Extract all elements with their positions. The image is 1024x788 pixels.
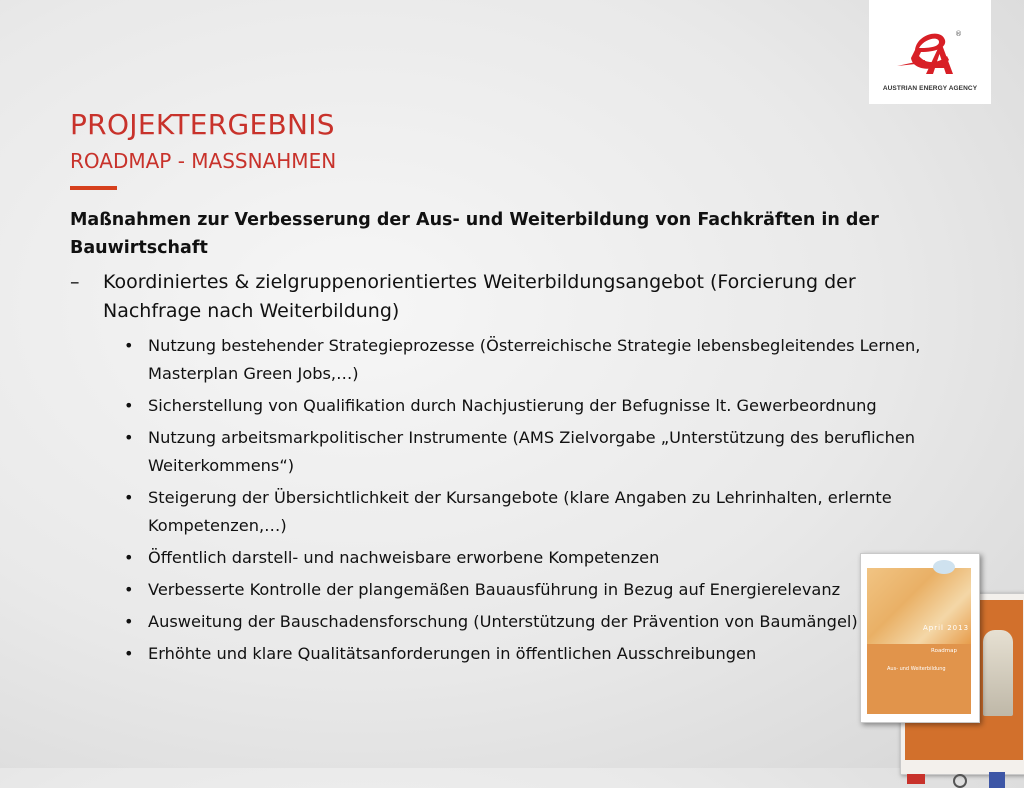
list-item: [70, 640, 928, 668]
bullet: •: [124, 428, 134, 447]
eu-flag-icon: [989, 772, 1005, 788]
title-divider: [70, 186, 117, 190]
bullet: •: [124, 612, 134, 631]
cover-band: [867, 644, 971, 714]
cover-label: Roadmap: [931, 648, 958, 654]
list-item: [70, 392, 928, 420]
partner-logo-icon: [907, 774, 925, 784]
bullet: •: [124, 580, 134, 599]
list-item: [70, 608, 868, 636]
section-heading: Maßnahmen zur Verbesserung der Aus- und Weiterbildung von Fachkräften in der Bauwirtschaft: [70, 210, 879, 258]
list-item: [70, 544, 928, 572]
cover-date: April 2013: [923, 624, 970, 632]
main-item-text: Koordiniertes & zielgruppenorientiertes Weiterbildungsangebot (Forcierung der Nachfrage nach Weiterbildung): [103, 271, 856, 322]
logo-org-name: AUSTRIAN ENERGY AGENCY: [882, 85, 978, 92]
registered-mark: ®: [955, 30, 962, 38]
slide-content: [70, 206, 920, 672]
dash-bullet: –: [70, 271, 80, 293]
list-item-text: Nutzung arbeitsmarkpolitischer Instrumente (AMS Zielvorgabe „Unterstützung des beruflichen Weiterkommens“): [148, 428, 916, 475]
list-item-text: Ausweitung der Bauschadensforschung (Unterstützung der Prävention von Baumängel): [148, 612, 858, 631]
list-item: [70, 424, 928, 480]
cover-logo-icon: [933, 560, 955, 574]
bullet: •: [124, 396, 134, 415]
cover-photo: [867, 568, 971, 644]
bullet: •: [124, 644, 134, 663]
list-item-text: Verbesserte Kontrolle der plangemäßen Bauausführung in Bezug auf Energierelevanz: [148, 580, 841, 599]
list-item-text: Erhöhte und klare Qualitätsanforderungen in öffentlichen Ausschreibungen: [148, 644, 757, 663]
list-item-text: Nutzung bestehender Strategieprozesse (Österreichische Strategie lebensbegleitendes Lernen, Masterplan Green Jobs,…): [148, 336, 921, 383]
partner-circle-logo-icon: [953, 774, 967, 788]
list-item: [70, 332, 928, 388]
bullet: •: [124, 488, 134, 507]
front-publication-cover: [860, 553, 980, 723]
worker-figure: [983, 630, 1013, 716]
logo: [869, 0, 991, 104]
list-item-text: Öffentlich darstell- und nachweisbare erworbene Kompetenzen: [148, 548, 660, 567]
list-item-text: Sicherstellung von Qualifikation durch Nachjustierung der Befugnisse lt. Gewerbeordnung: [148, 396, 877, 415]
publication-covers-image: [858, 553, 1024, 768]
cover-title: Aus- und Weiterbildung: [887, 666, 946, 672]
list-item: [70, 576, 928, 604]
list-item-text: Steigerung der Übersichtlichkeit der Kursangebote (klare Angaben zu Lehrinhalten, erlernte Kompetenzen,…): [148, 488, 892, 535]
slide-title: PROJEKTERGEBNIS: [70, 108, 335, 141]
sub-list: [70, 332, 920, 668]
bullet: •: [124, 336, 134, 355]
list-item: [70, 484, 928, 540]
slide-subtitle: ROADMAP - MASSNAHMEN: [70, 149, 337, 173]
bullet: •: [124, 548, 134, 567]
main-list-item: [70, 268, 920, 326]
